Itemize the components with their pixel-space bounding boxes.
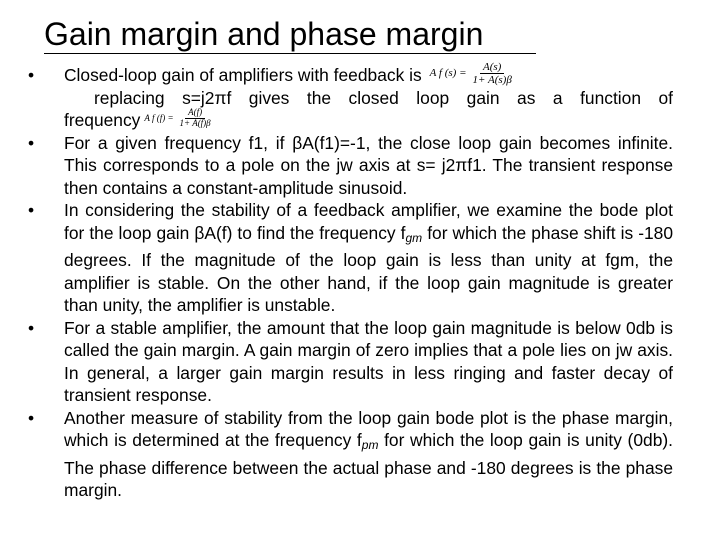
title-underline bbox=[44, 53, 536, 54]
bullet-marker: • bbox=[28, 407, 35, 428]
bullet-text-cont: for which the phase shift is -180 degrees. If the magnitude of the loop gain is less than unity at fgm, the amplifier is stable. On the other hand, if the loop gain magnitude is greater than unity, the amplifier is unstable. bbox=[64, 222, 673, 315]
subscript-gm: gm bbox=[405, 230, 423, 245]
equation-denominator: 1+ A(s)β bbox=[472, 73, 512, 86]
bullet-marker: • bbox=[28, 317, 35, 338]
bullet-text: For a stable amplifier, the amount that the loop gain magnitude is below 0db is called the gain margin. A gain margin of zero implies that a pole lies on jw axis. In general, a larger gain margin results in less ringing and faster decay of transient response. bbox=[64, 317, 673, 405]
equation-numerator: A(f) bbox=[185, 108, 205, 119]
bullet-marker: • bbox=[28, 65, 35, 85]
slide-title: Gain margin and phase margin bbox=[44, 16, 484, 52]
bullet-text-line2: replacing s=j2πf gives the closed loop gain as a function of bbox=[94, 87, 673, 108]
closed-loop-gain-equation bbox=[430, 61, 515, 86]
bullet-gain-margin bbox=[28, 317, 673, 407]
equation-fraction bbox=[177, 108, 214, 129]
frequency-gain-equation bbox=[144, 107, 213, 130]
equation-fraction bbox=[470, 61, 515, 86]
bullet-stability-bode-plot bbox=[28, 199, 673, 317]
equation-denominator: 1+ A(f)β bbox=[179, 117, 211, 128]
bullet-text: Another measure of stability from the loop gain bode plot is the phase margin, which is determined at the frequency f bbox=[64, 407, 673, 450]
bullet-text: For a given frequency f1, if βA(f1)=-1, the close loop gain becomes infinite. This corresponds to a pole on the jw axis at s= j2πf1. The transient response then contains a constant-amplitude sinusoid. bbox=[64, 132, 673, 198]
bullet-text: In considering the stability of a feedback amplifier, we examine the bode plot for the loop gain βA(f) to find the frequency f bbox=[64, 200, 673, 243]
bullet-marker: • bbox=[28, 132, 35, 153]
bullet-text-cont: for which the loop gain is unity (0db). The phase difference between the actual phase and -180 degrees is the phase margin. bbox=[64, 430, 673, 500]
bullet-infinite-gain bbox=[28, 132, 673, 200]
bullet-text-line3: frequency bbox=[64, 110, 141, 130]
bullet-phase-margin bbox=[28, 407, 673, 502]
equation-numerator: A(s) bbox=[480, 61, 504, 74]
subscript-pm: pm bbox=[361, 438, 379, 452]
bullet-marker: • bbox=[28, 200, 35, 220]
bullet-text: Closed-loop gain of amplifiers with feedback is bbox=[64, 65, 422, 85]
equation-lhs: A f (f) = bbox=[144, 113, 174, 124]
equation-lhs: A f (s) = bbox=[429, 67, 467, 80]
slide-body bbox=[28, 60, 673, 502]
bullet-closed-loop-gain bbox=[28, 60, 673, 132]
